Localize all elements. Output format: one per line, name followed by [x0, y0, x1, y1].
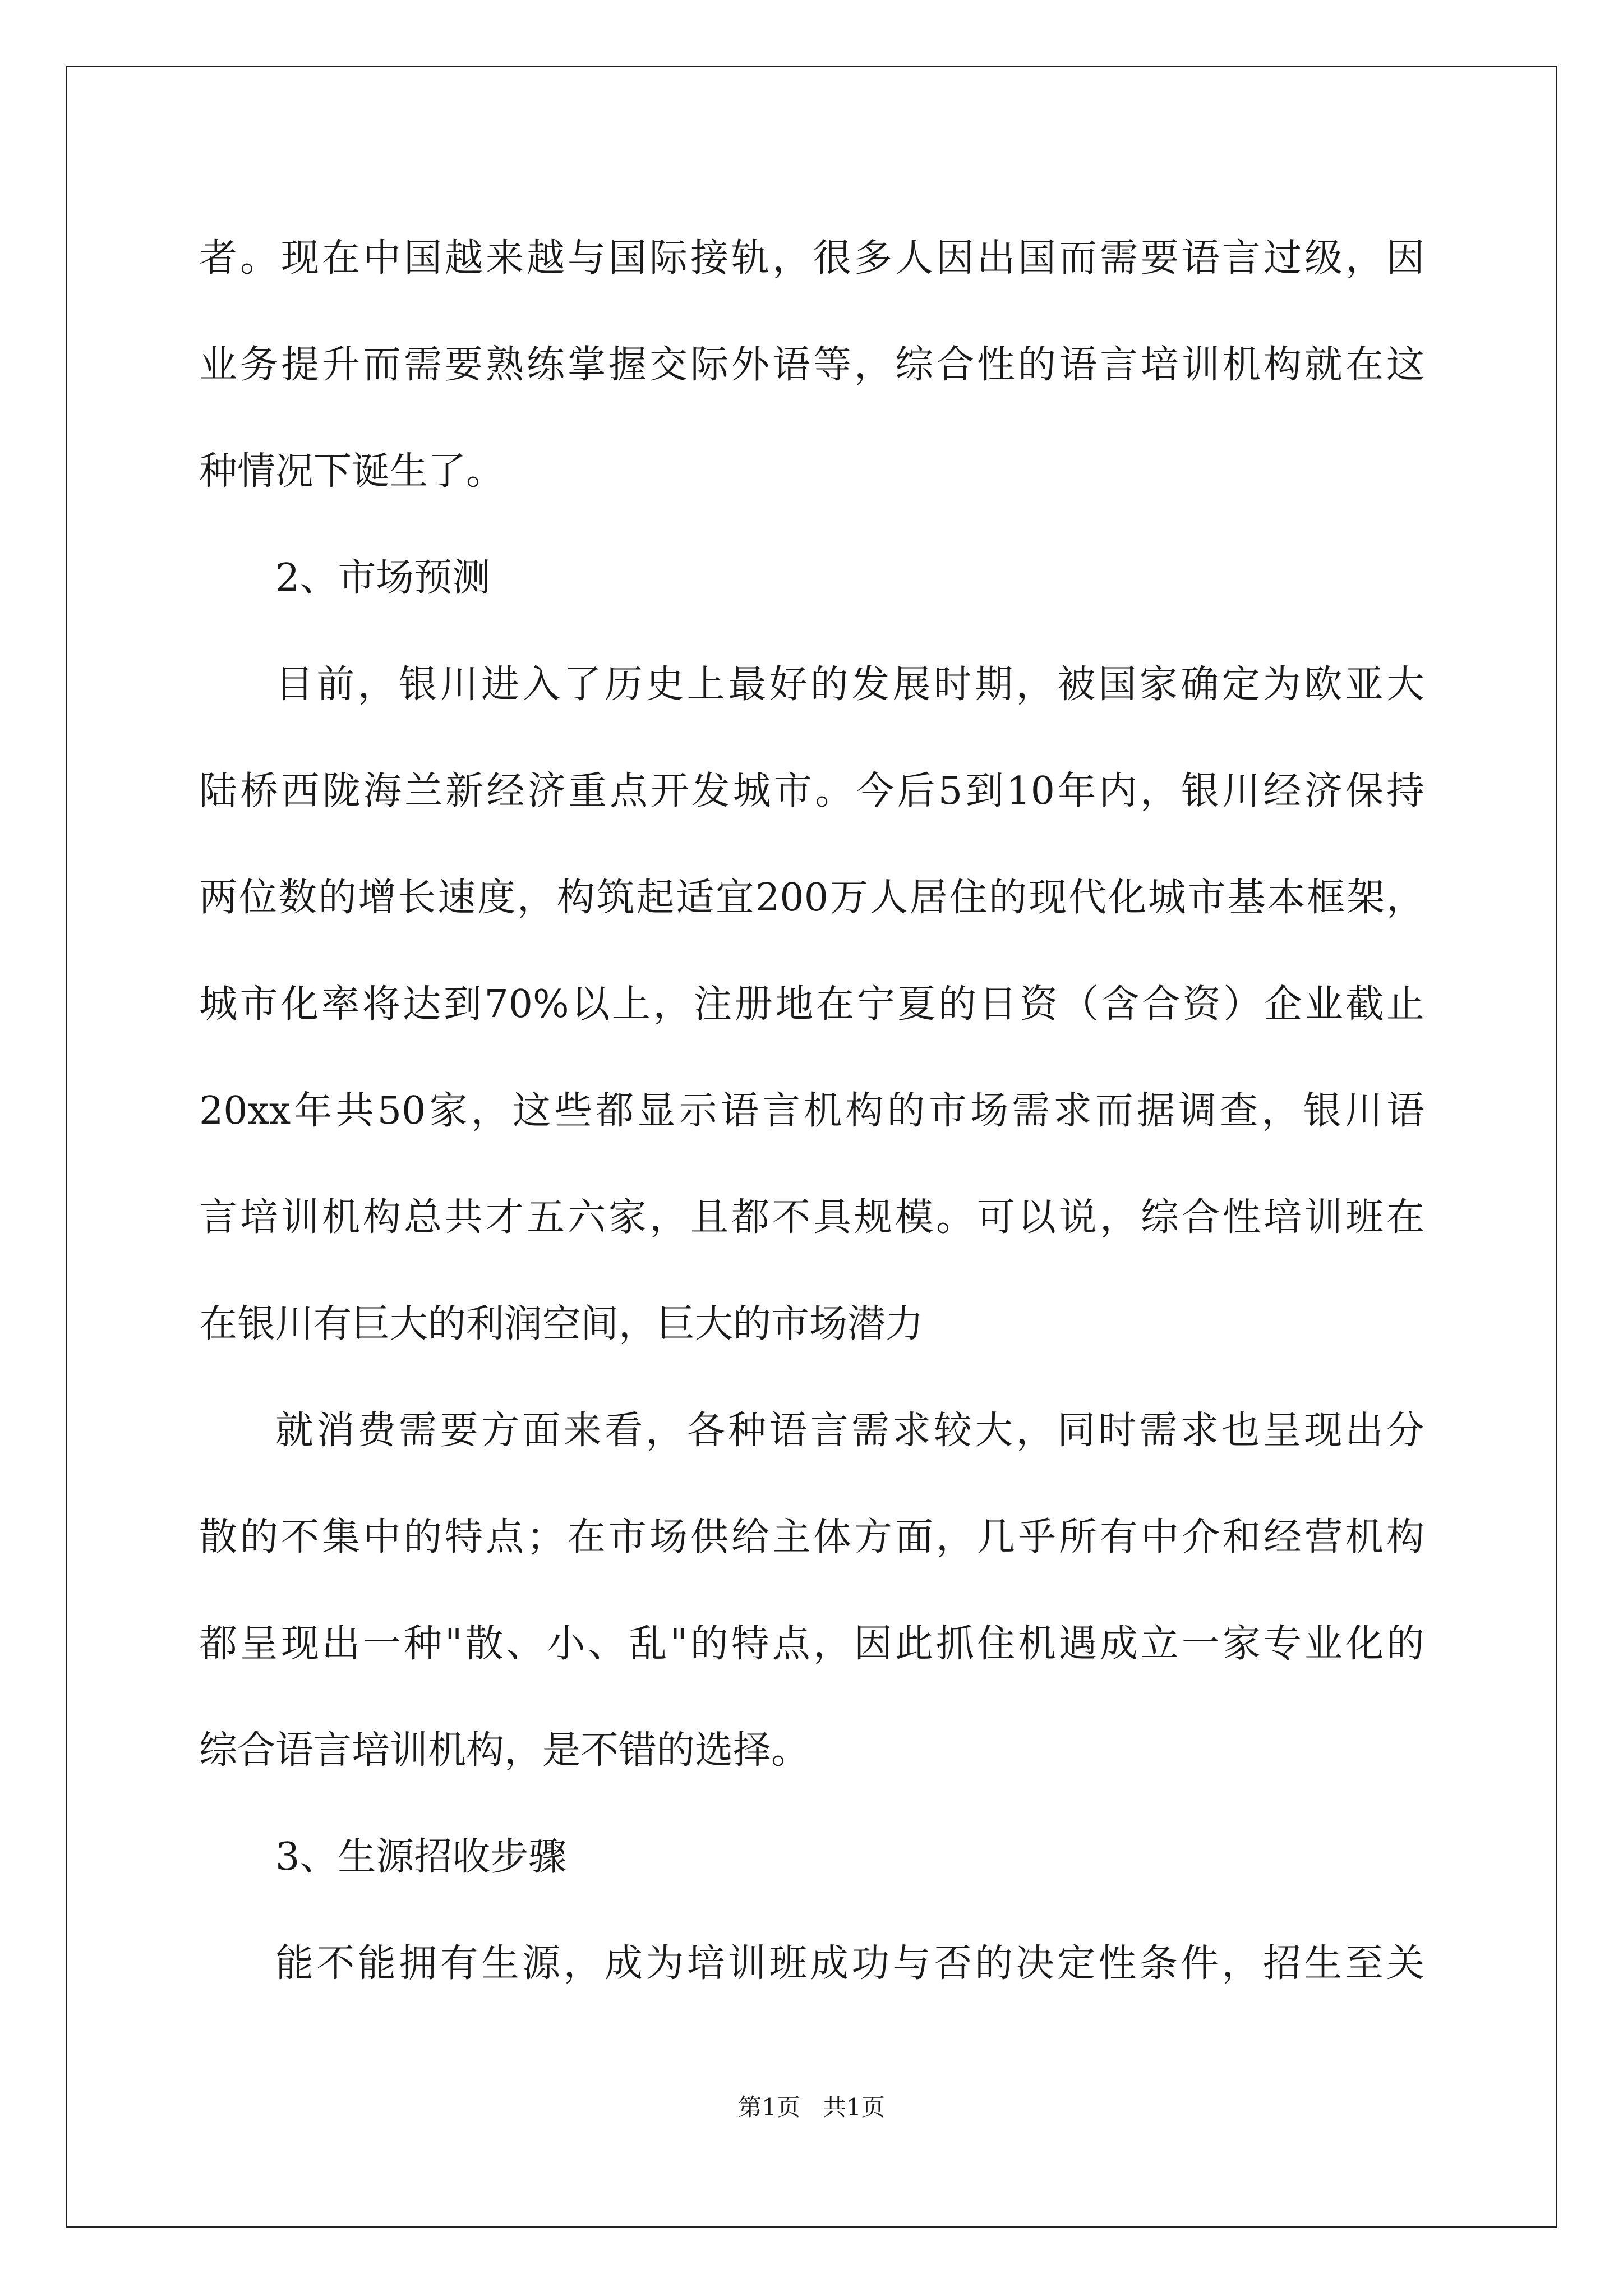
- section-heading: 3、生源招收步骤: [275, 1835, 567, 1879]
- paragraph-first-line: 能不能拥有生源，成为培训班成功与否的决定性条件，招生至关: [275, 1941, 1424, 1986]
- text-line: 者。现在中国越来越与国际接轨，很多人因出国而需要语言过级，因: [199, 236, 1424, 280]
- paragraph-first-line: 就消费需要方面来看，各种语言需求较大，同时需求也呈现出分: [275, 1409, 1424, 1453]
- document-body: [199, 205, 1424, 2017]
- text-line: 20xx年共50家，这些都显示语言机构的市场需求而据调查，银川语: [199, 1089, 1424, 1133]
- section-heading: 2、市场预测: [275, 556, 491, 600]
- text-line: 言培训机构总共才五六家，且都不具规模。可以说，综合性培训班在: [199, 1195, 1424, 1240]
- text-line: 散的不集中的特点；在市场供给主体方面，几乎所有中介和经营机构: [199, 1515, 1424, 1559]
- paragraph-first-line: 目前，银川进入了历史上最好的发展时期，被国家确定为欧亚大: [275, 662, 1424, 707]
- text-line: 城市化率将达到70%以上，注册地在宁夏的日资（含合资）企业截止: [199, 982, 1424, 1027]
- text-line: 业务提升而需要熟练掌握交际外语等，综合性的语言培训机构就在这: [199, 343, 1424, 387]
- text-line: 陆桥西陇海兰新经济重点开发城市。今后5到10年内，银川经济保持: [199, 769, 1424, 813]
- page-number-footer: 第1页 共1页: [738, 2093, 885, 2121]
- text-line: 种情况下诞生了。: [199, 449, 505, 494]
- text-line: 在银川有巨大的利润空间，巨大的市场潜力: [199, 1302, 924, 1346]
- text-line: 两位数的增长速度，构筑起适宜200万人居住的现代化城市基本框架，: [199, 876, 1424, 920]
- text-line: 综合语言培训机构，是不错的选择。: [199, 1728, 810, 1773]
- text-line: 都呈现出一种"散、小、乱"的特点，因此抓住机遇成立一家专业化的: [199, 1622, 1424, 1666]
